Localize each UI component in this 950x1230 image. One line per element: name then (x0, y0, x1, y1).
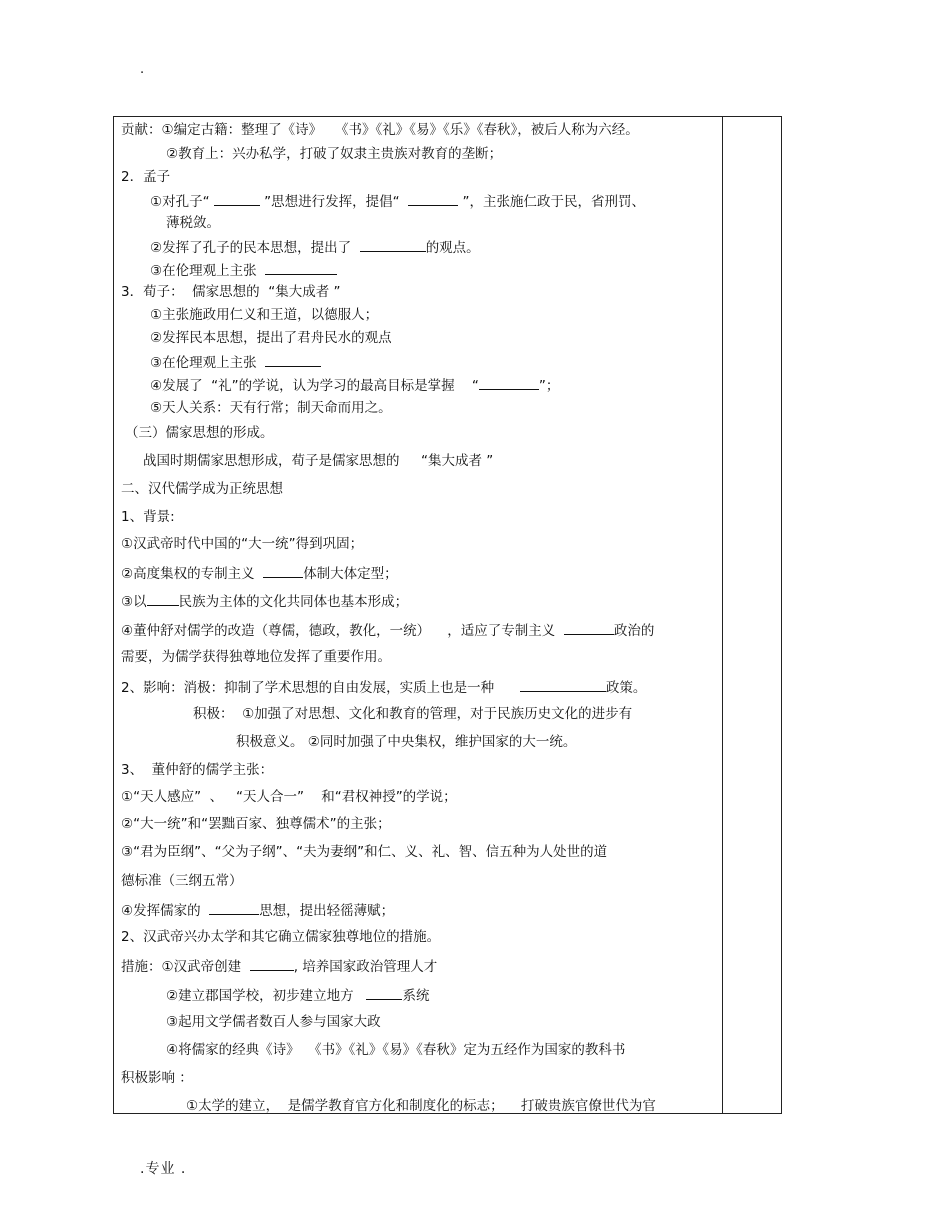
text-line: （三）儒家思想的形成。 (125, 425, 274, 441)
text-line: 3、 董仲舒的儒学主张： (121, 762, 274, 778)
blank-line (263, 563, 303, 578)
text-segment: 系统 (402, 988, 430, 1004)
text-segment: ”思想进行发挥，提倡“ (259, 194, 409, 210)
text-line: 德标准（三纲五常） (121, 873, 243, 889)
text-line: ①汉武帝时代中国的“大一统”得到巩固； (121, 536, 364, 552)
text-line: 积极意义。 ②同时加强了中央集权，维护国家的大一统。 (236, 734, 577, 750)
blank-line (408, 191, 458, 206)
text-segment: ④发挥儒家的 (121, 903, 210, 919)
text-segment: ③在伦理观上主张 (150, 355, 266, 371)
text-segment: ②建立郡国学校，初步建立地方 (166, 988, 367, 1004)
text-segment: ②高度集权的专制主义 (121, 566, 264, 582)
text-segment: ②发挥了孔子的民本思想，提出了 (150, 240, 360, 256)
blank-line (520, 677, 606, 692)
text-line (121, 956, 437, 976)
text-line: 贡献：①编定古籍：整理了《诗》 《书》《礼》《易》《乐》《春秋》，被后人称为六经。 (121, 122, 639, 138)
text-line: ①主张施政用仁义和王道，以德服人； (150, 307, 379, 323)
text-line: ⑤天人关系：天有行常；制天命而用之。 (150, 400, 392, 416)
blank-line (564, 620, 614, 635)
text-segment: 的观点。 (425, 240, 480, 256)
text-line: ③“君为臣纲”、“父为子纲”、“夫为妻纲”和仁、义、礼、智、信五种为人处世的道 (121, 844, 608, 860)
text-line (121, 563, 398, 583)
text-line (150, 237, 480, 257)
text-segment: 体制大体定型； (303, 566, 398, 582)
text-segment: ①对孔子“ (150, 194, 214, 210)
text-line: 3．荀子： 儒家思想的 “集大成者 ” (121, 284, 341, 300)
text-line (121, 677, 646, 697)
text-line: ④将儒家的经典《诗》 《书》《礼》《易》《春秋》定为五经作为国家的教科书 (166, 1042, 626, 1058)
text-line: ②“大一统”和“罢黜百家、独尊儒术”的主张； (121, 816, 391, 832)
text-segment: 2、影响：消极：抑制了学术思想的自由发展，实质上也是一种 (121, 680, 520, 696)
text-line: 需要，为儒学获得独尊地位发挥了重要作用。 (121, 649, 391, 665)
text-segment: ③在伦理观上主张 (150, 263, 266, 279)
text-segment: ④发展了 “礼”的学说，认为学习的最高目标是掌握 “ (150, 378, 479, 394)
blank-line (366, 985, 402, 1000)
text-line: ③起用文学儒者数百人参与国家大政 (166, 1014, 381, 1030)
text-line: ①太学的建立， 是儒学教育官方化和制度化的标志； 打破贵族官僚世代为官 (186, 1098, 656, 1114)
blank-line (214, 191, 260, 206)
text-line (150, 191, 645, 211)
blank-line (360, 237, 426, 252)
text-line: 2．孟子 (121, 169, 171, 185)
text-line (150, 375, 559, 395)
text-line (121, 900, 394, 920)
text-line (121, 591, 408, 611)
text-segment: 措施：①汉武帝创建 (121, 959, 250, 975)
text-line: 战国时期儒家思想形成，荀子是儒家思想的 “集大成者 ” (143, 453, 494, 469)
text-line: ②教育上：兴办私学，打破了奴隶主贵族对教育的垄断； (166, 146, 503, 162)
text-segment: 民族为主体的文化共同体也基本形成； (178, 594, 409, 610)
blank-line (265, 260, 337, 275)
text-line: 2、汉武帝兴办太学和其它确立儒家独尊地位的措施。 (121, 929, 441, 945)
text-line: 1、背景: (121, 509, 175, 525)
blank-line (265, 352, 321, 367)
text-segment: ”； (538, 378, 560, 394)
text-segment: 政策。 (605, 680, 647, 696)
text-segment: 思想，提出轻徭薄赋； (259, 903, 395, 919)
text-line (150, 352, 321, 372)
text-segment: , 培养国家政治管理人才 (293, 959, 438, 975)
text-line (150, 260, 337, 280)
blank-line (147, 591, 179, 606)
page-top-mark: . (140, 62, 145, 77)
page-footer: .专业 . (140, 1161, 187, 1177)
text-line (121, 620, 654, 640)
table-column-divider (722, 116, 723, 1114)
text-segment: ”，主张施仁政于民，省刑罚、 (458, 194, 646, 210)
blank-line (209, 900, 259, 915)
text-line: ②发挥民本思想，提出了君舟民水的观点 (150, 330, 392, 346)
text-line: 薄税敛。 (166, 215, 220, 231)
text-line: ①“天人感应” 、 “天人合一” 和“君权神授”的学说； (121, 789, 457, 805)
text-line: 积极： ①加强了对思想、文化和教育的管理，对于民族历史文化的进步有 (193, 706, 633, 722)
text-segment: ③以 (121, 594, 147, 610)
text-line (166, 985, 429, 1005)
text-segment: 政治的 (613, 623, 655, 639)
text-segment: ④董仲舒对儒学的改造（尊儒，德政，教化，一统） ，适应了专制主义 (121, 623, 564, 639)
section-heading: 二、汉代儒学成为正统思想 (121, 481, 283, 497)
text-line: 积极影响 ： (121, 1070, 193, 1086)
blank-line (250, 956, 294, 971)
blank-line (479, 375, 539, 390)
